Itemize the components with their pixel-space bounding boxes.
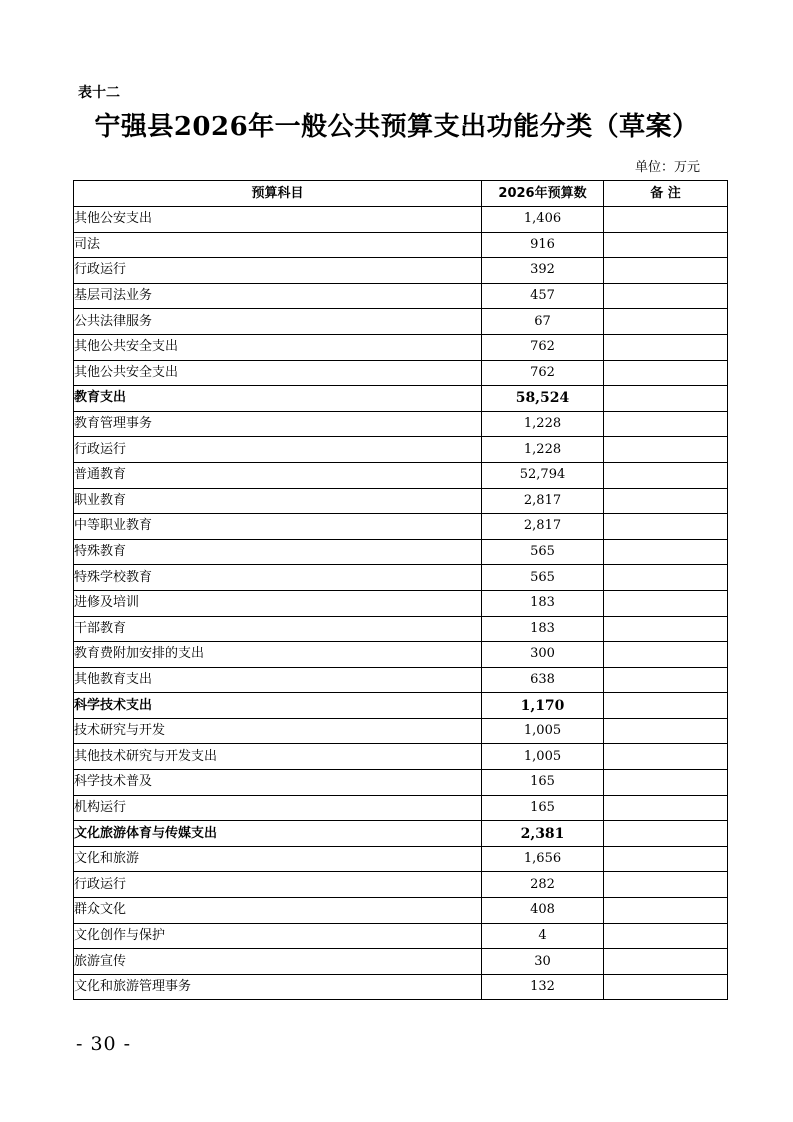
row-subject: 其他教育支出 (74, 667, 482, 693)
row-subject: 中等职业教育 (74, 514, 482, 540)
row-subject: 进修及培训 (74, 590, 482, 616)
row-budget-value: 1,170 (482, 693, 604, 719)
row-note (604, 923, 728, 949)
table-row (74, 872, 728, 898)
table-row (74, 718, 728, 744)
row-note (604, 232, 728, 258)
row-budget-value: 183 (482, 616, 604, 642)
row-subject: 干部教育 (74, 616, 482, 642)
row-budget-value: 52,794 (482, 462, 604, 488)
row-subject: 行政运行 (74, 872, 482, 898)
row-subject: 其他公安支出 (74, 207, 482, 233)
row-budget-value: 183 (482, 590, 604, 616)
row-budget-value: 392 (482, 258, 604, 284)
row-subject: 基层司法业务 (74, 283, 482, 309)
row-subject: 教育费附加安排的支出 (74, 642, 482, 668)
row-note (604, 974, 728, 1000)
column-header-note: 备 注 (604, 181, 728, 207)
row-note (604, 795, 728, 821)
row-note (604, 386, 728, 412)
row-budget-value: 4 (482, 923, 604, 949)
row-note (604, 642, 728, 668)
table-header-row (74, 181, 728, 207)
row-note (604, 693, 728, 719)
row-subject: 司法 (74, 232, 482, 258)
row-note (604, 539, 728, 565)
row-subject: 普通教育 (74, 462, 482, 488)
table-row (74, 821, 728, 847)
table-row (74, 207, 728, 233)
table-row (74, 283, 728, 309)
row-budget-value: 916 (482, 232, 604, 258)
table-row (74, 309, 728, 335)
row-subject: 文化旅游体育与传媒支出 (74, 821, 482, 847)
table-row (74, 514, 728, 540)
row-note (604, 411, 728, 437)
row-note (604, 565, 728, 591)
table-row (74, 770, 728, 796)
row-note (604, 872, 728, 898)
row-budget-value: 762 (482, 360, 604, 386)
table-row (74, 539, 728, 565)
table-row (74, 437, 728, 463)
table-row (74, 642, 728, 668)
row-budget-value: 30 (482, 949, 604, 975)
table-row (74, 488, 728, 514)
row-note (604, 718, 728, 744)
row-note (604, 770, 728, 796)
column-header-budget: 2026年预算数 (482, 181, 604, 207)
row-budget-value: 2,381 (482, 821, 604, 847)
row-budget-value: 300 (482, 642, 604, 668)
row-budget-value: 1,406 (482, 207, 604, 233)
table-row (74, 949, 728, 975)
table-row (74, 744, 728, 770)
row-budget-value: 638 (482, 667, 604, 693)
row-subject: 公共法律服务 (74, 309, 482, 335)
row-subject: 职业教育 (74, 488, 482, 514)
row-subject: 科学技术支出 (74, 693, 482, 719)
row-subject: 文化和旅游 (74, 846, 482, 872)
row-budget-value: 58,524 (482, 386, 604, 412)
page-number: - 30 - (76, 1033, 132, 1055)
row-subject: 其他公共安全支出 (74, 360, 482, 386)
row-note (604, 744, 728, 770)
row-subject: 文化和旅游管理事务 (74, 974, 482, 1000)
row-budget-value: 282 (482, 872, 604, 898)
row-subject: 行政运行 (74, 258, 482, 284)
row-note (604, 949, 728, 975)
row-subject: 教育管理事务 (74, 411, 482, 437)
row-subject: 旅游宣传 (74, 949, 482, 975)
table-row (74, 232, 728, 258)
unit-label: 单位：万元 (634, 160, 700, 175)
row-note (604, 437, 728, 463)
row-note (604, 462, 728, 488)
row-budget-value: 457 (482, 283, 604, 309)
row-note (604, 334, 728, 360)
row-budget-value: 132 (482, 974, 604, 1000)
table-row (74, 974, 728, 1000)
row-budget-value: 2,817 (482, 488, 604, 514)
row-subject: 群众文化 (74, 898, 482, 924)
table-body (74, 207, 728, 1000)
row-budget-value: 1,228 (482, 437, 604, 463)
table-row (74, 565, 728, 591)
row-subject: 教育支出 (74, 386, 482, 412)
table-row (74, 411, 728, 437)
table-row (74, 590, 728, 616)
row-subject: 其他技术研究与开发支出 (74, 744, 482, 770)
table-number: 表十二 (78, 85, 120, 101)
row-note (604, 514, 728, 540)
row-note (604, 846, 728, 872)
column-header-subject: 预算科目 (74, 181, 482, 207)
table-row (74, 258, 728, 284)
row-note (604, 590, 728, 616)
row-budget-value: 565 (482, 565, 604, 591)
row-subject: 机构运行 (74, 795, 482, 821)
row-budget-value: 67 (482, 309, 604, 335)
table-row (74, 360, 728, 386)
row-note (604, 667, 728, 693)
row-budget-value: 408 (482, 898, 604, 924)
row-subject: 科学技术普及 (74, 770, 482, 796)
table-row (74, 693, 728, 719)
row-budget-value: 565 (482, 539, 604, 565)
table-row (74, 616, 728, 642)
row-note (604, 616, 728, 642)
row-subject: 技术研究与开发 (74, 718, 482, 744)
row-note (604, 207, 728, 233)
table-row (74, 923, 728, 949)
row-subject: 其他公共安全支出 (74, 334, 482, 360)
row-budget-value: 1,656 (482, 846, 604, 872)
row-note (604, 898, 728, 924)
row-budget-value: 762 (482, 334, 604, 360)
page-title: 宁强县2026年一般公共预算支出功能分类（草案） (94, 112, 699, 142)
table-row (74, 667, 728, 693)
row-budget-value: 1,005 (482, 744, 604, 770)
row-subject: 行政运行 (74, 437, 482, 463)
row-note (604, 258, 728, 284)
row-subject: 特殊学校教育 (74, 565, 482, 591)
row-budget-value: 1,005 (482, 718, 604, 744)
table-row (74, 795, 728, 821)
table-row (74, 898, 728, 924)
budget-table (73, 180, 728, 1000)
row-subject: 文化创作与保护 (74, 923, 482, 949)
table-row (74, 462, 728, 488)
table-row (74, 334, 728, 360)
row-budget-value: 165 (482, 795, 604, 821)
row-budget-value: 165 (482, 770, 604, 796)
row-budget-value: 1,228 (482, 411, 604, 437)
row-note (604, 821, 728, 847)
row-note (604, 283, 728, 309)
table-row (74, 846, 728, 872)
row-note (604, 309, 728, 335)
row-subject: 特殊教育 (74, 539, 482, 565)
row-budget-value: 2,817 (482, 514, 604, 540)
row-note (604, 360, 728, 386)
row-note (604, 488, 728, 514)
table-row (74, 386, 728, 412)
